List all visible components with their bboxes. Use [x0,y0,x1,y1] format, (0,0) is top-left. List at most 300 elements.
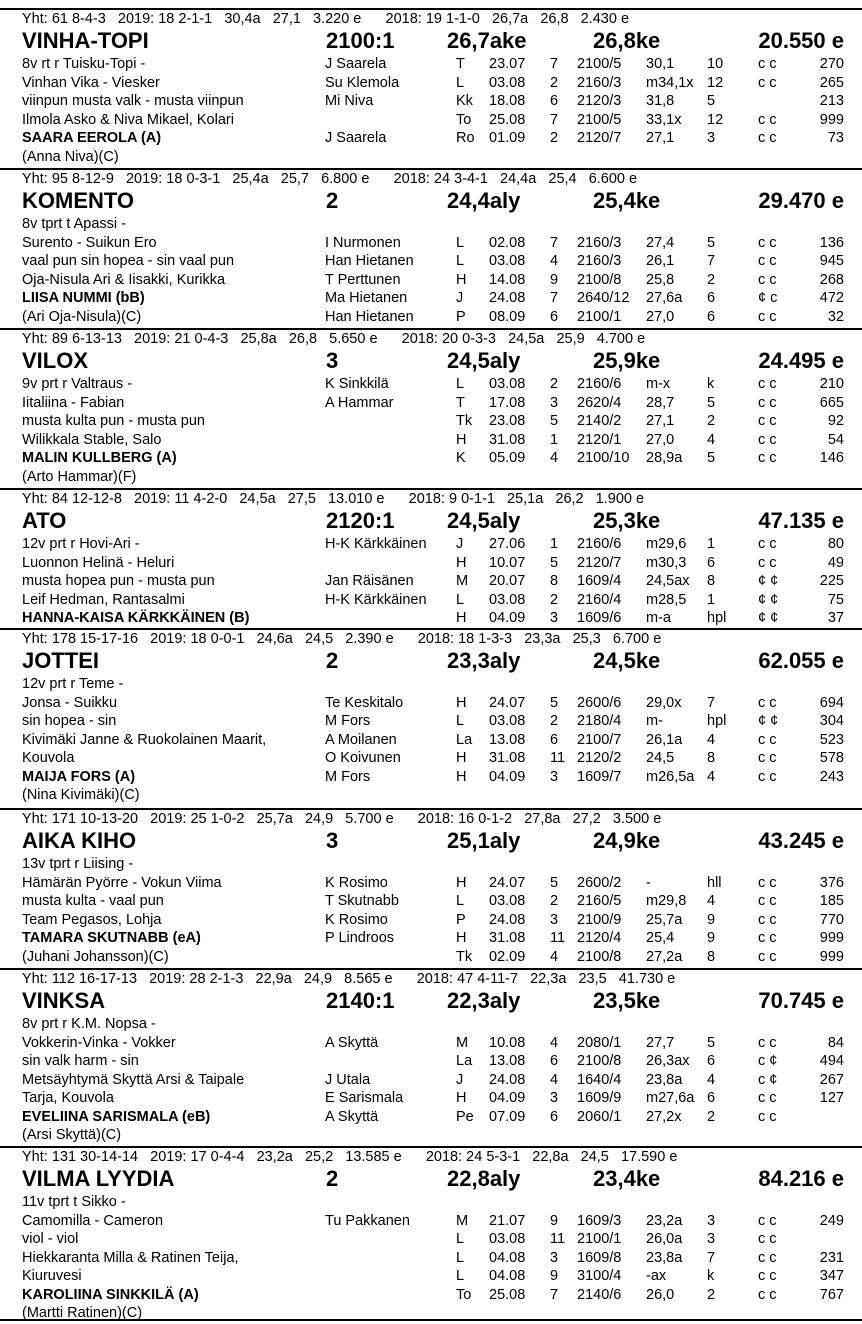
race-dist: 2100/7 [577,731,622,748]
pedigree-owner-line: Jonsa - Suikku [22,694,118,711]
start-distance: 3 [326,348,339,373]
race-time: 27,0 [646,308,675,325]
driver-name: HANNA-KAISA KÄRKKÄINEN (B) [22,610,250,626]
race-shoe: c c [758,450,777,466]
race-post: 3 [707,1231,716,1247]
total-earnings: 29.470 e [758,188,844,213]
race-row [0,694,862,712]
race-time: m34,1x [646,74,694,91]
race-post: 6 [707,308,716,325]
horse-entry [0,8,862,168]
race-shoe: c c [758,1286,777,1303]
trainer-name: (Martti Ratinen)(C) [22,1305,143,1321]
race-pos: 6 [550,93,559,109]
race-date: 24.07 [489,874,526,891]
race-pos: 11 [550,1231,566,1247]
race-drv: P Lindroos [325,930,395,946]
race-pos: 3 [550,1249,559,1266]
race-shoe: c c [758,911,777,928]
race-row [0,1249,862,1267]
race-pos: 4 [550,1034,559,1051]
record-volt-start: 25,4ke [593,188,661,213]
horse-entry [0,488,862,628]
total-earnings: 20.550 e [758,28,844,53]
race-date: 02.09 [489,948,526,965]
race-post: hll [707,874,722,891]
start-distance: 2 [326,648,339,673]
pedigree-owner-line: 8v prt r K.M. Nopsa - [22,1016,156,1032]
race-drv: Su Klemola [325,74,400,91]
race-trk: T [456,56,465,72]
race-odds: 472 [819,290,844,306]
race-post: hpl [707,713,727,729]
driver-name: LIISA NUMMI (bB) [22,290,145,306]
race-trk: H [456,554,467,571]
race-post: 8 [707,573,716,589]
race-drv: H-K Kärkkäinen [325,591,427,608]
race-shoe: c c [758,431,777,448]
race-row [0,92,862,110]
pedigree-owner-line: sin valk harm - sin [22,1053,139,1069]
record-volt-start: 24,9ke [593,828,661,853]
race-pos: 7 [550,56,559,72]
race-trk: M [456,1212,469,1229]
race-odds: 75 [827,591,844,608]
race-drv: J Saarela [325,56,387,72]
career-stats: Yht: 95 8-12-9 2019: 18 0-3-1 25,4a 25,7 6.800 e 2018: 24 3-4-1 24,4a 25,4 6.600 e [22,171,638,187]
race-row [0,394,862,412]
race-odds: 265 [819,74,844,91]
pedigree-owner-line: Vinhan Vika - Viesker [22,74,160,91]
race-trk: J [456,1071,464,1088]
driver-name: MALIN KULLBERG (A) [22,450,177,466]
race-shoe: c c [758,768,777,785]
race-post: 12 [707,74,724,91]
race-pos: 6 [550,731,559,748]
race-date: 01.09 [489,130,526,146]
race-trk: Pe [456,1108,474,1125]
horse-name: VINKSA [22,988,106,1013]
total-earnings: 43.245 e [758,828,844,853]
race-shoe: c c [758,554,777,571]
race-trk: To [456,111,472,128]
driver-name: EVELIINA SARISMALA (eB) [22,1108,211,1125]
race-dist: 2640/12 [577,290,630,306]
driver-name: MAIJA FORS (A) [22,768,136,785]
horse-entry [0,1146,862,1319]
race-dist: 2100/9 [577,911,622,928]
race-trk: L [456,74,465,91]
race-odds: 270 [819,56,844,72]
race-row [0,234,862,252]
race-row [0,911,862,929]
race-post: 7 [707,1249,716,1266]
race-dist: 2160/3 [577,74,622,91]
race-dist: 2120/7 [577,130,622,146]
race-dist: 1609/6 [577,610,622,626]
trainer-name: (Juhani Johansson)(C) [22,948,169,965]
race-dist: 2100/8 [577,948,622,965]
race-dist: 2100/8 [577,1053,622,1069]
race-time: 26,1 [646,253,675,269]
race-odds: 146 [819,450,844,466]
race-shoe: c c [758,1268,777,1284]
race-shoe: c c [758,536,777,552]
race-date: 04.09 [489,1090,526,1106]
race-time: 26,1a [646,731,683,748]
race-dist: 3100/4 [577,1268,622,1284]
race-dist: 2120/3 [577,93,622,109]
race-trk: Ro [456,130,475,146]
race-trk: T [456,394,465,411]
race-time: 26,3ax [646,1053,690,1069]
start-distance: 2100:1 [326,28,395,53]
race-shoe: c c [758,694,777,711]
record-auto-start: 26,7ake [447,28,527,53]
race-trk: M [456,573,469,589]
race-date: 08.09 [489,308,526,325]
race-pos: 2 [550,893,559,909]
race-shoe: c c [758,376,777,392]
race-drv: M Fors [325,768,371,785]
driver-name: KAROLIINA SINKKILÄ (A) [22,1286,199,1303]
race-odds: 225 [819,573,844,589]
race-row [0,111,862,129]
race-row [0,712,862,730]
race-date: 03.08 [489,591,526,608]
race-row [0,929,862,947]
race-pos: 2 [550,591,559,608]
race-shoe: c c [758,308,777,325]
race-post: 2 [707,1108,716,1125]
race-odds: 127 [819,1090,844,1106]
race-date: 04.09 [489,768,526,785]
race-date: 27.06 [489,536,526,552]
race-time: 23,2a [646,1212,683,1229]
race-time: m29,8 [646,893,687,909]
race-odds: 376 [819,874,844,891]
race-row [0,554,862,572]
horse-entry [0,328,862,488]
race-date: 04.08 [489,1268,526,1284]
race-shoe: c c [758,874,777,891]
horse-name: JOTTEI [22,648,100,673]
race-date: 25.08 [489,1286,526,1303]
race-date: 25.08 [489,111,526,128]
race-pos: 3 [550,610,559,626]
race-pos: 2 [550,713,559,729]
race-pos: 2 [550,130,559,146]
race-row [0,874,862,892]
record-auto-start: 24,4aly [447,188,521,213]
race-time: 31,8 [646,93,675,109]
race-date: 13.08 [489,1053,526,1069]
race-trk: L [456,713,465,729]
total-earnings: 47.135 e [758,508,844,533]
race-date: 21.07 [489,1212,526,1229]
race-dist: 2140/2 [577,413,622,429]
race-odds: 73 [827,130,844,146]
race-shoe: c c [758,253,777,269]
race-shoe: c c [758,56,777,72]
race-odds: 999 [819,930,844,946]
pedigree-owner-line: Ilmola Asko & Niva Mikael, Kolari [22,111,234,128]
race-post: 2 [707,1286,716,1303]
race-time: 25,7a [646,911,683,928]
race-row [0,948,862,966]
race-pos: 9 [550,1212,559,1229]
race-drv: Jan Räisänen [325,573,414,589]
race-date: 03.08 [489,74,526,91]
race-pos: 3 [550,911,559,928]
race-drv: O Koivunen [325,750,401,766]
career-stats: Yht: 89 6-13-13 2019: 21 0-4-3 25,8a 26,8 5.650 e 2018: 20 0-3-3 24,5a 25,9 4.700 e [22,331,646,347]
race-time: 25,8 [646,271,675,288]
career-stats: Yht: 84 12-12-8 2019: 11 4-2-0 24,5a 27,5 13.010 e 2018: 9 0-1-1 25,1a 26,2 1.900 e [22,491,645,507]
race-odds: 347 [819,1268,844,1284]
race-drv: Te Keskitalo [325,694,404,711]
race-date: 07.09 [489,1108,526,1125]
race-odds: 267 [819,1071,844,1088]
race-shoe: c c [758,1231,777,1247]
race-trk: L [456,893,465,909]
race-drv: Han Hietanen [325,308,414,325]
race-time: 24,5ax [646,573,690,589]
race-trk: P [456,911,466,928]
race-date: 20.07 [489,573,526,589]
race-row [0,1108,862,1126]
race-row [0,591,862,609]
race-trk: P [456,308,466,325]
race-dist: 2120/7 [577,554,622,571]
race-drv: M Fors [325,713,371,729]
race-post: 5 [707,93,716,109]
race-dist: 2100/10 [577,450,630,466]
pedigree-owner-line: sin hopea - sin [22,713,117,729]
race-odds: 523 [819,731,844,748]
race-drv: Mi Niva [325,93,374,109]
race-odds: 249 [819,1212,844,1229]
race-row [0,308,862,326]
race-date: 13.08 [489,731,526,748]
race-time: 27,1 [646,413,675,429]
pedigree-owner-line: musta kulta pun - musta pun [22,413,205,429]
race-post: 6 [707,290,716,306]
race-pos: 4 [550,1071,559,1088]
race-post: hpl [707,610,727,626]
race-odds: 767 [819,1286,844,1303]
race-row [0,74,862,92]
race-row [0,731,862,749]
race-row [0,572,862,590]
race-drv: A Hammar [325,394,394,411]
race-post: 10 [707,56,724,72]
pedigree-owner-line: 8v rt r Tuisku-Topi - [22,56,146,72]
career-stats: Yht: 61 8-4-3 2019: 18 2-1-1 30,4a 27,1 3.220 e 2018: 19 1-1-0 26,7a 26,8 2.430 e [22,11,630,27]
record-auto-start: 24,5aly [447,348,521,373]
pedigree-owner-line: Kivimäki Janne & Ruokolainen Maarit, [22,731,267,748]
race-dist: 1609/9 [577,1090,622,1106]
race-drv: K Sinkkilä [325,376,389,392]
race-time: m29,6 [646,536,687,552]
race-pos: 1 [550,431,559,448]
record-auto-start: 23,3aly [447,648,521,673]
start-distance: 2120:1 [326,508,395,533]
race-date: 04.09 [489,610,526,626]
total-earnings: 84.216 e [758,1166,844,1191]
race-dist: 2100/1 [577,1231,622,1247]
race-post: 6 [707,1090,716,1106]
race-pos: 1 [550,536,559,552]
race-pos: 7 [550,111,559,128]
race-drv: E Sarismala [325,1090,404,1106]
race-date: 23.08 [489,413,526,429]
race-odds: 268 [819,271,844,288]
pedigree-owner-line: viinpun musta valk - musta viinpun [22,93,244,109]
race-post: 4 [707,1071,716,1088]
race-drv: T Perttunen [325,271,401,288]
race-post: 1 [707,591,716,608]
pedigree-owner-line: 12v prt r Hovi-Ari - [22,536,140,552]
race-post: 12 [707,111,724,128]
race-trk: H [456,874,467,891]
race-date: 04.08 [489,1249,526,1266]
race-row [0,535,862,553]
race-odds: 694 [819,694,844,711]
race-date: 24.08 [489,911,526,928]
horse-name: KOMENTO [22,188,135,213]
trainer-name: (Arsi Skyttä)(C) [22,1127,122,1143]
race-row [0,1071,862,1089]
pedigree-owner-line: Vokkerin-Vinka - Vokker [22,1034,176,1051]
race-odds: 770 [819,911,844,928]
race-row [0,1034,862,1052]
race-trk: L [456,1249,465,1266]
race-drv: A Skyttä [325,1108,379,1125]
race-dist: 2140/6 [577,1286,622,1303]
race-time: 27,0 [646,431,675,448]
record-volt-start: 23,5ke [593,988,661,1013]
race-trk: M [456,1034,469,1051]
race-shoe: c c [758,1034,777,1051]
race-dist: 1609/8 [577,1249,622,1266]
race-shoe: ¢ ¢ [758,610,779,626]
race-row [0,749,862,767]
race-trk: J [456,536,464,552]
race-shoe: c c [758,74,777,91]
driver-name: TAMARA SKUTNABB (eA) [22,930,201,946]
race-date: 03.08 [489,253,526,269]
race-trk: H [456,768,467,785]
race-pos: 8 [550,573,559,589]
race-post: 5 [707,234,716,251]
race-dist: 2620/4 [577,394,622,411]
race-trk: H [456,750,467,766]
race-shoe: c c [758,394,777,411]
race-dist: 2600/2 [577,874,622,891]
race-dist: 1609/7 [577,768,622,785]
pedigree-owner-line: Kiuruvesi [22,1268,82,1284]
race-shoe: c c [758,1090,777,1106]
race-date: 31.08 [489,930,526,946]
race-trk: L [456,1231,465,1247]
horse-entry [0,628,862,808]
race-odds: 494 [819,1053,844,1069]
race-time: m- [646,713,663,729]
race-dist: 2060/1 [577,1108,622,1125]
race-trk: L [456,1268,465,1284]
race-odds: 37 [827,610,844,626]
trainer-name: (Arto Hammar)(F) [22,468,137,485]
race-post: 1 [707,536,716,552]
race-dist: 2160/6 [577,376,622,392]
pedigree-owner-line: Kouvola [22,750,75,766]
pedigree-owner-line: Team Pegasos, Lohja [22,911,162,928]
race-row [0,609,862,627]
race-trk: L [456,234,465,251]
pedigree-owner-line: 8v tprt t Apassi - [22,216,126,232]
race-date: 24.07 [489,694,526,711]
race-shoe: c c [758,893,777,909]
race-date: 03.08 [489,1231,526,1247]
pedigree-owner-line: 9v prt r Valtraus - [22,376,133,392]
race-row [0,252,862,270]
race-time: 26,0a [646,1231,683,1247]
race-date: 17.08 [489,394,526,411]
race-time: 24,5 [646,750,675,766]
race-row [0,1230,862,1248]
race-shoe: c c [758,750,777,766]
race-odds: 578 [819,750,844,766]
horse-entry [0,968,862,1146]
race-odds: 32 [827,308,844,325]
race-time: 27,2a [646,948,683,965]
horse-name: AIKA KIHO [22,828,137,853]
race-date: 02.08 [489,234,526,251]
race-time: m28,5 [646,591,687,608]
race-pos: 4 [550,253,559,269]
race-pos: 2 [550,74,559,91]
record-volt-start: 25,3ke [593,508,661,533]
pedigree-owner-line: musta hopea pun - musta pun [22,573,215,589]
race-trk: La [456,1053,473,1069]
race-dist: 2180/4 [577,713,622,729]
pedigree-owner-line: Luonnon Helinä - Heluri [22,554,175,571]
race-trk: J [456,290,464,306]
horse-entry [0,168,862,328]
race-post: 3 [707,130,716,146]
race-time: m-a [646,610,671,626]
race-post: 5 [707,450,716,466]
race-odds: 210 [819,376,844,392]
race-trk: H [456,694,467,711]
race-odds: 665 [819,394,844,411]
race-post: 4 [707,893,716,909]
race-row [0,55,862,73]
race-post: 4 [707,431,716,448]
race-trk: H [456,610,467,626]
race-dist: 2600/6 [577,694,622,711]
race-time: 28,9a [646,450,683,466]
race-drv: K Rosimo [325,911,388,928]
race-time: 23,8a [646,1249,683,1266]
pedigree-owner-line: Oja-Nisula Ari & Iisakki, Kurikka [22,271,226,288]
pedigree-owner-line: Iitaliina - Fabian [22,394,125,411]
race-time: 30,1 [646,56,675,72]
pedigree-owner-line: 11v tprt t Sikko - [22,1194,126,1210]
race-shoe: c c [758,111,777,128]
race-odds: 185 [819,893,844,909]
